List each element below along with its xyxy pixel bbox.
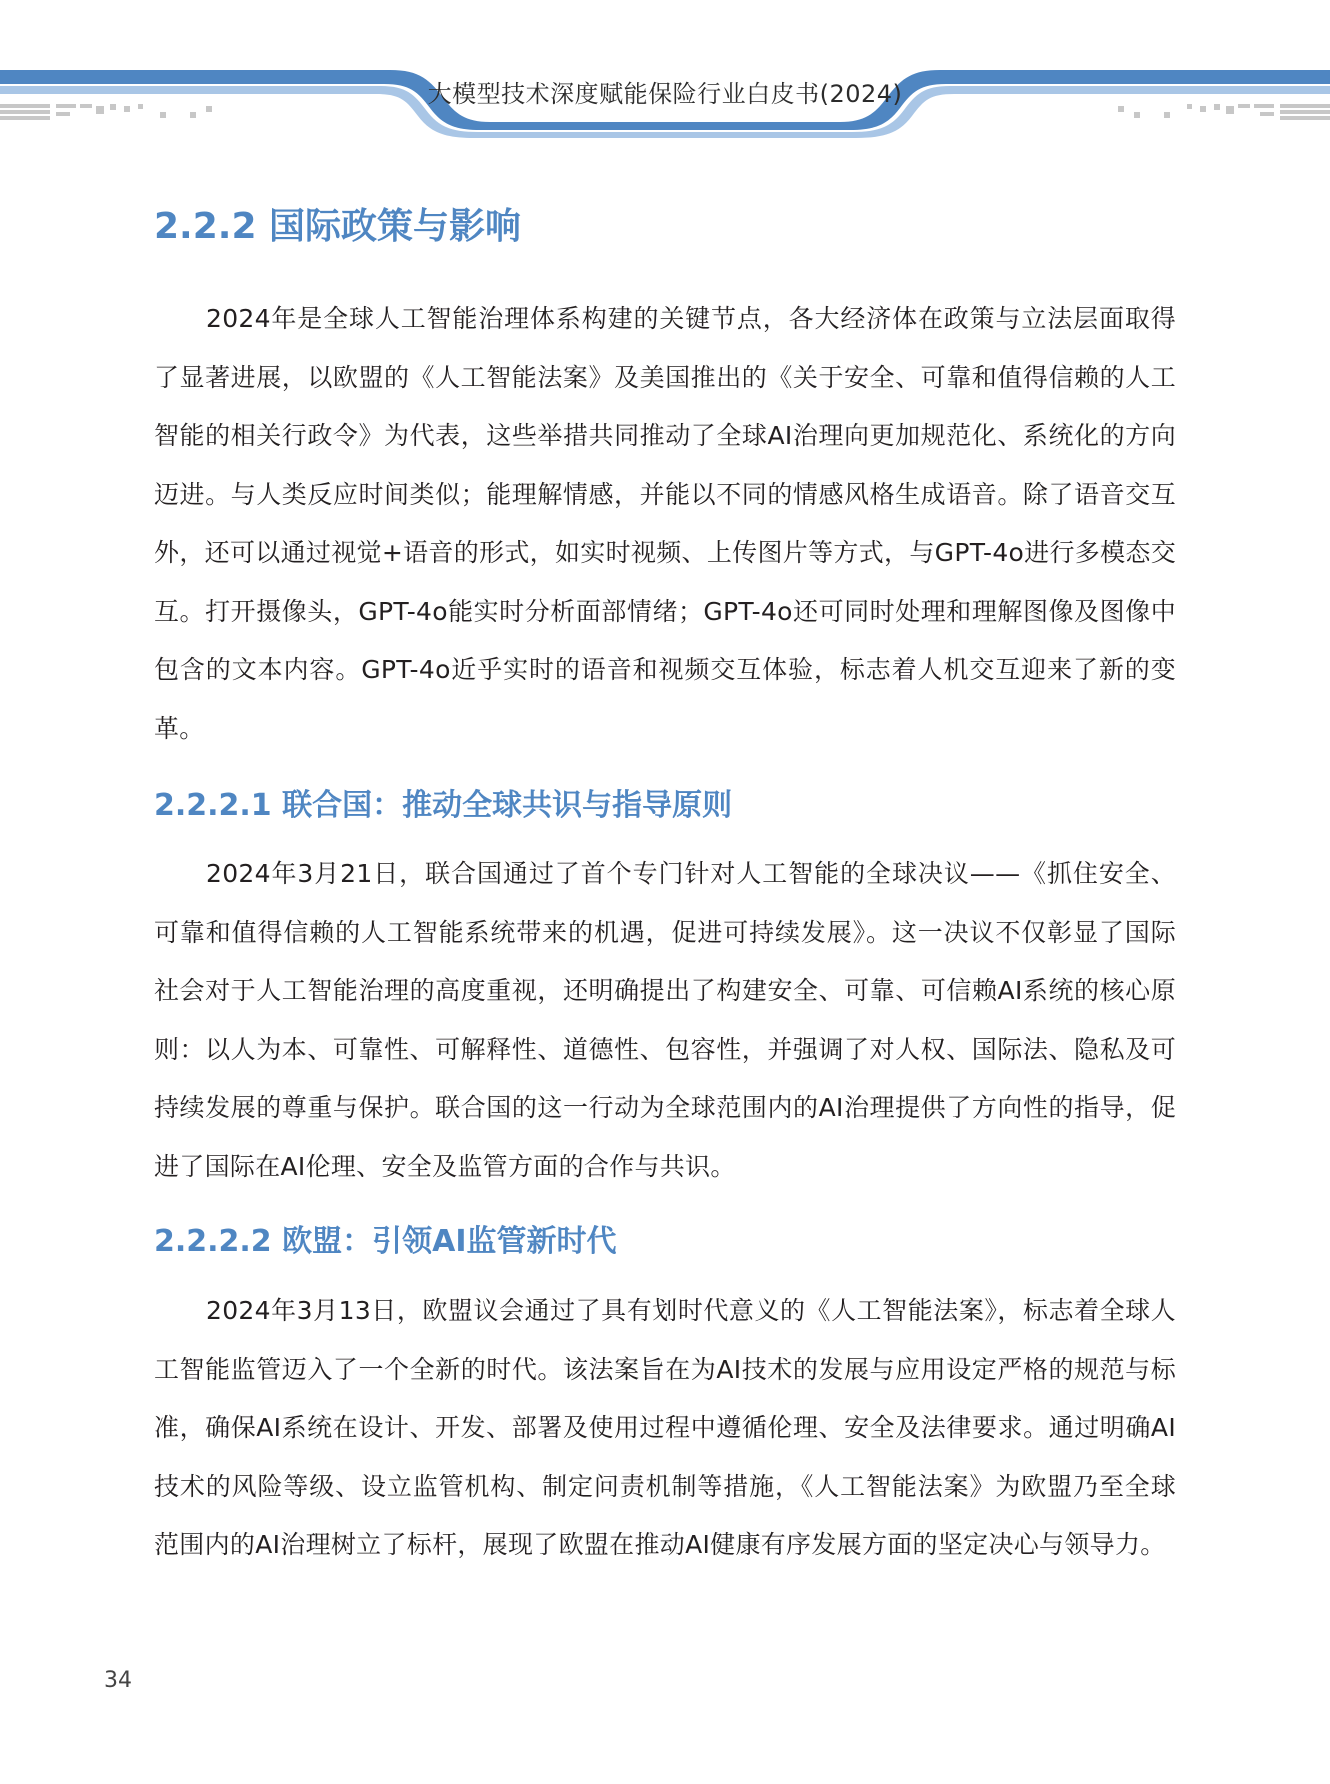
section-heading: 2.2.2 国际政策与影响	[154, 206, 522, 247]
page-header	[0, 0, 1330, 140]
subsection-heading-eu: 2.2.2.2 欧盟：引领AI监管新时代	[154, 1224, 617, 1259]
header-title: 大模型技术深度赋能保险行业白皮书(2024)	[427, 80, 903, 108]
subsection-paragraph-eu: 2024年3月13日，欧盟议会通过了具有划时代意义的《人工智能法案》，标志着全球人工智能监管迈入了一个全新的时代。该法案旨在为AI技术的发展与应用设定严格的规范与标准，确保AI系统在设计、开发、部署及使用过程中遵循伦理、安全及法律要求。通过明确AI技术的风险等级、设立监管机构、制定问责机制等措施，《人工智能法案》为欧盟乃至全球范围内的AI治理树立了标杆，展现了欧盟在推动AI健康有序发展方面的坚定决心与领导力。	[154, 1296, 1176, 1559]
section-intro-paragraph: 2024年是全球人工智能治理体系构建的关键节点，各大经济体在政策与立法层面取得了显著进展，以欧盟的《人工智能法案》及美国推出的《关于安全、可靠和值得信赖的人工智能的相关行政令》为代表，这些举措共同推动了全球AI治理向更加规范化、系统化的方向迈进。与人类反应时间类似；能理解情感，并能以不同的情感风格生成语音。除了语音交互外，还可以通过视觉+语音的形式，如实时视频、上传图片等方式，与GPT-4o进行多模态交互。打开摄像头，GPT-4o能实时分析面部情绪；GPT-4o还可同时处理和理解图像及图像中包含的文本内容。GPT-4o近乎实时的语音和视频交互体验，标志着人机交互迎来了新的变革。	[154, 304, 1176, 743]
subsection-paragraph-un: 2024年3月21日，联合国通过了首个专门针对人工智能的全球决议——《抓住安全、可靠和值得信赖的人工智能系统带来的机遇，促进可持续发展》。这一决议不仅彰显了国际社会对于人工智能治理的高度重视，还明确提出了构建安全、可靠、可信赖AI系统的核心原则：以人为本、可靠性、可解释性、道德性、包容性，并强调了对人权、国际法、隐私及可持续发展的尊重与保护。联合国的这一行动为全球范围内的AI治理提供了方向性的指导，促进了国际在AI伦理、安全及监管方面的合作与共识。	[154, 859, 1176, 1181]
header-banner-graphic	[0, 0, 1330, 140]
page-number: 34	[104, 1668, 132, 1693]
subsection-heading-un: 2.2.2.1 联合国：推动全球共识与指导原则	[154, 788, 733, 823]
